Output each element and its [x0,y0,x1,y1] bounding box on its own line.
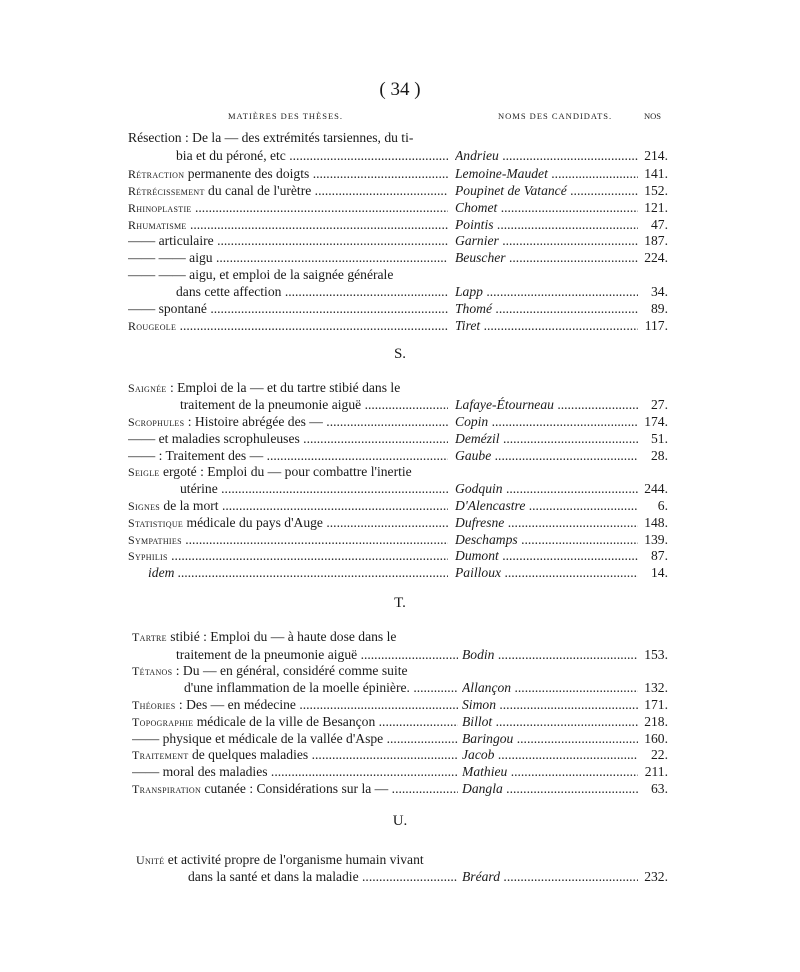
thesis-number: 63. [651,781,668,796]
candidate-name: Lemoine-Maudet ..... [455,165,638,183]
keyword: Signes [128,499,161,513]
candidate-name: Jacob ..... [462,746,638,764]
keyword: Rhumatisme [128,218,187,232]
entry-seigle-line1 [128,463,680,481]
thesis-number: 89. [651,301,668,316]
entry-text: dans cette affection ..... [176,283,448,301]
entry-text: —— spontané ..... [128,300,448,318]
entry-text [128,547,448,565]
entry-unite [128,868,680,886]
entry-text [128,463,412,481]
entry-text: —— et maladies scrophuleuses ..... [128,430,448,448]
entry-resection-line1 [128,129,680,147]
keyword: Scrophules [128,415,185,429]
entry-text: Résection : De la — des extrémités tarsiennes, du ti- [128,130,414,145]
candidate-name: Bodin ..... [462,646,638,664]
candidate-name: Baringou ..... [462,730,638,748]
entry-text [128,199,448,217]
thesis-number: 141. [644,166,668,181]
entry-text: —— articulaire ..... [128,232,448,250]
thesis-number: 224. [644,250,668,265]
entry-text: idem ..... [148,564,448,582]
candidate-name: Tiret ..... [455,317,638,335]
thesis-number: 121. [644,200,668,215]
entry-articulaire [128,232,680,250]
candidate-name: Pailloux ..... [455,564,638,582]
header-subjects: MATIÈRES DES THÈSES. [228,111,344,121]
entry-text [132,662,408,680]
candidate-name: Lapp ..... [455,283,638,301]
candidate-name: Copin ..... [455,413,638,431]
keyword: Topographie [132,715,194,729]
candidate-name: Gaube ..... [455,447,638,465]
entry-desc: médicale du pays d'Auge [183,515,323,530]
thesis-number: 211. [644,764,668,779]
thesis-number: 171. [644,697,668,712]
thesis-number: 232. [644,869,668,884]
entry-tetanos-line1 [128,662,680,680]
entry-saignee-generale [128,283,680,301]
entry-saignee-line1 [128,379,680,397]
entry-desc: et activité propre de l'organisme humain vivant [164,852,424,867]
thesis-number: 160. [644,731,668,746]
entry-saignee [128,396,680,414]
entry-signes [128,497,680,515]
entry-text: traitement de la pneumonie aiguë ..... [176,646,458,664]
entry-desc: : Histoire abrégée des — [184,414,323,429]
candidate-name: D'Alencastre ..... [455,497,638,515]
thesis-number: 148. [644,515,668,530]
candidate-name: Poupinet de Vatancé ..... [455,182,638,200]
entry-text [128,497,448,515]
thesis-number: 34. [651,284,668,299]
thesis-number: 117. [644,318,668,333]
thesis-number: 174. [644,414,668,429]
entry-desc: stibié : Emploi du — à haute dose dans le [166,629,397,644]
candidate-name: Mathieu ..... [462,763,638,781]
entry-transpiration [128,780,680,798]
keyword: Transpiration [132,782,202,796]
entry-seigle [128,480,680,498]
entry-saignee-generale-line1 [128,266,680,284]
entry-desc: du canal de l'urètre [204,183,312,198]
entry-text: —— physique et médicale de la vallée d'Aspe ..... [132,730,458,748]
keyword: Sympathies [128,533,182,547]
keyword: Rétrécissement [128,184,205,198]
entry-text [128,514,448,532]
entry-resection [128,147,680,165]
candidate-name: Deschamps ..... [455,531,638,549]
entry-scrophules [128,413,680,431]
page-number: ( 34 ) [379,79,421,100]
candidate-name: Chomet ..... [455,199,638,217]
thesis-number: 27. [651,397,668,412]
thesis-number: 139. [644,532,668,547]
keyword: Traitement [132,748,189,762]
thesis-number: 6. [657,498,668,513]
entry-rhinoplastie [128,199,680,217]
entry-aigu [128,249,680,267]
keyword: Saignée [128,381,167,395]
keyword: Seigle [128,465,160,479]
keyword: Unité [136,853,165,867]
entry-text [136,851,424,869]
entry-tartre-line1 [128,628,680,646]
entry-text: —— : Traitement des — ..... [128,447,448,465]
candidate-name: Lafaye-Étourneau ..... [455,396,638,414]
entry-text: bia et du péroné, etc ..... [176,147,448,165]
thesis-number: 14. [651,565,668,580]
section-letter-u: U. [392,813,408,829]
candidate-name: Demézil ..... [455,430,638,448]
thesis-number: 28. [651,448,668,463]
entry-text: d'une inflammation de la moelle épinière. ..... [184,679,458,697]
candidate-name: Dufresne ..... [455,514,638,532]
thesis-number: 132. [644,680,668,695]
entry-text [128,165,448,183]
thesis-number: 87. [651,548,668,563]
thesis-number: 153. [644,647,668,662]
candidate-name: Beuscher ..... [455,249,638,267]
section-letter-s: S. [393,346,407,362]
candidate-name: Bréard ..... [462,868,638,886]
thesis-number: 244. [644,481,668,496]
candidate-name: Dangla ..... [462,780,638,798]
entry-topographie [128,713,680,731]
entry-tetanos [128,679,680,697]
entry-desc: médicale de la ville de Besançon [193,714,376,729]
keyword: Rhinoplastie [128,201,192,215]
entry-text [132,628,396,646]
entry-desc: de la mort [160,498,219,513]
entry-retraction [128,165,680,183]
keyword: Rougeole [128,319,177,333]
entry-desc: : Du — en général, considéré comme suite [172,663,408,678]
candidate-name: Thomé ..... [455,300,638,318]
entry-text: —— moral des maladies ..... [132,763,458,781]
entry-desc: ergoté : Emploi du — pour combattre l'inertie [159,464,412,479]
entry-moral [128,763,680,781]
keyword: Tétanos [132,664,173,678]
entry-text [128,182,448,200]
candidate-name: Billot ..... [462,713,638,731]
entry-desc: cutanée : Considérations sur la — [201,781,389,796]
entry-text: dans la santé et dans la maladie ..... [188,868,458,886]
thesis-number: 22. [651,747,668,762]
entry-text [132,713,458,731]
entry-desc: permanente des doigts [184,166,310,181]
header-numbers: NOS [644,111,662,121]
keyword: Théories [132,698,176,712]
entry-text [128,379,400,397]
keyword: Rétraction [128,167,185,181]
entry-unite-line1 [128,851,680,869]
candidate-name: Dumont ..... [455,547,638,565]
entry-text [132,696,458,714]
keyword: Statistique [128,516,184,530]
entry-text: traitement de la pneumonie aiguë ..... [180,396,448,414]
candidate-name: Godquin ..... [455,480,638,498]
candidate-name: Garnier ..... [455,232,638,250]
candidate-name: Pointis ..... [455,216,638,234]
entry-retrecissement [128,182,680,200]
entry-desc: : Emploi de la — et du tartre stibié dans le [166,380,401,395]
candidate-name: Simon ..... [462,696,638,714]
entry-spontane [128,300,680,318]
entry-text: —— —— aigu ..... [128,249,448,267]
entry-traitement [128,746,680,764]
thesis-number: 187. [644,233,668,248]
entry-syphilis [128,547,680,565]
thesis-number: 214. [644,148,668,163]
keyword: Syphilis [128,549,168,563]
candidate-name: Allançon ..... [462,679,638,697]
header-candidates: NOMS DES CANDIDATS. [498,111,613,121]
entry-text [132,746,458,764]
entry-text: utérine ..... [180,480,448,498]
keyword: Tartre [132,630,167,644]
entry-text [128,413,448,431]
entry-desc: de quelques maladies [188,747,309,762]
entry-text [128,317,448,335]
entry-scroph-maladies [128,430,680,448]
entry-rougeole [128,317,680,335]
candidate-name: Andrieu ..... [455,147,638,165]
section-letter-t: T. [394,595,406,611]
entry-text: —— —— aigu, et emploi de la saignée générale [128,267,394,282]
entry-idem [128,564,680,582]
thesis-number: 152. [644,183,668,198]
thesis-number: 47. [651,217,668,232]
entry-text [132,780,458,798]
thesis-number: 51. [651,431,668,446]
entry-theories [128,696,680,714]
entry-statistique [128,514,680,532]
thesis-number: 218. [644,714,668,729]
entry-desc: : Des — en médecine [175,697,296,712]
